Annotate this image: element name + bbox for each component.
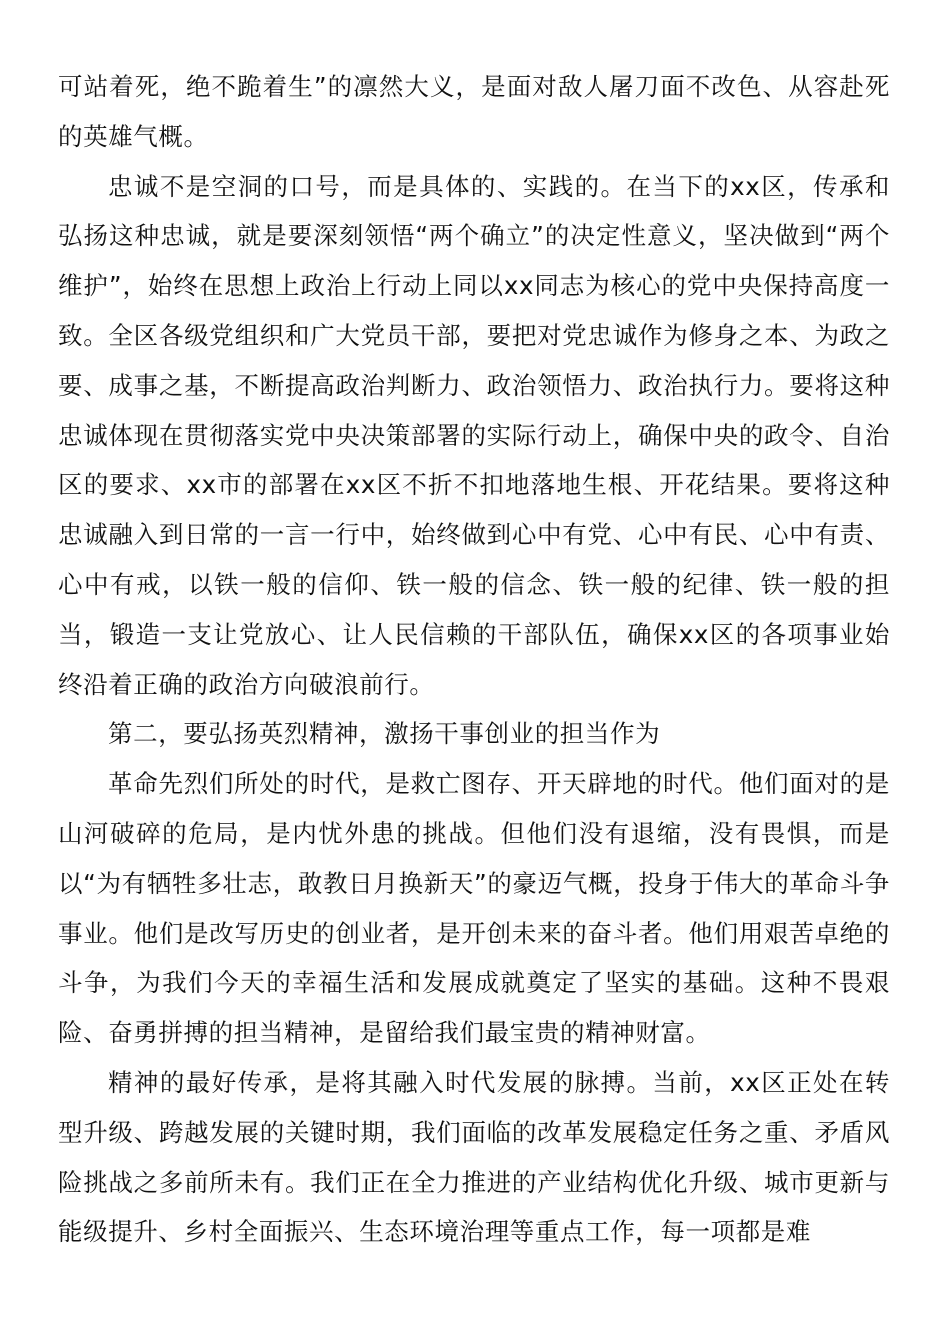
paragraph-continued: 可站着死，绝不跪着生”的凛然大义，是面对敌人屠刀面不改色、从容赴死的英雄气概。 [58, 72, 890, 151]
paragraph-loyalty-practice: 忠诚不是空洞的口号，而是具体的、实践的。在当下的xx区，传承和弘扬这种忠诚，就是要深刻领悟“两个确立”的决定性意义，坚决做到“两个维护”，始终在思想上政治上行动上同以xx同志为核心的党中央保持高度一致。全区各级党组织和广大党员干部，要把对党忠诚作为修身之本、为政之要、成事之基，不断提高政治判断力、政治领悟力、政治执行力。要将这种忠诚体现在贯彻落实党中央决策部署的实际行动上，确保中央的政令、自治区的要求、xx市的部署在xx区不折不扣地落地生根、开花结果。要将这种忠诚融入到日常的一言一行中，始终做到心中有党、心中有民、心中有责、心中有戒，以铁一般的信仰、铁一般的信念、铁一般的纪律、铁一般的担当，锻造一支让党放心、让人民信赖的干部队伍，确保xx区的各项事业始终沿着正确的政治方向破浪前行。 [58, 171, 890, 699]
section-heading-second: 第二，要弘扬英烈精神，激扬干事创业的担当作为 [108, 719, 661, 749]
paragraph-martyrs-era: 革命先烈们所处的时代，是救亡图存、开天辟地的时代。他们面对的是山河破碎的危局，是内忧外患的挑战。但他们没有退缩，没有畏惧，而是以“为有牺牲多壮志，敢教日月换新天”的豪迈气概，投身于伟大的革命斗争事业。他们是改写历史的创业者，是开创未来的奋斗者。他们用艰苦卓绝的斗争，为我们今天的幸福生活和发展成就奠定了坚实的基础。这种不畏艰险、奋勇拼搏的担当精神，是留给我们最宝贵的精神财富。 [58, 769, 890, 1048]
paragraph-spirit-inheritance: 精神的最好传承，是将其融入时代发展的脉搏。当前，xx区正处在转型升级、跨越发展的关键时期，我们面临的改革发展稳定任务之重、矛盾风险挑战之多前所未有。我们正在全力推进的产业结构优化升级、城市更新与能级提升、乡村全面振兴、生态环境治理等重点工作，每一项都是难 [58, 1067, 890, 1247]
